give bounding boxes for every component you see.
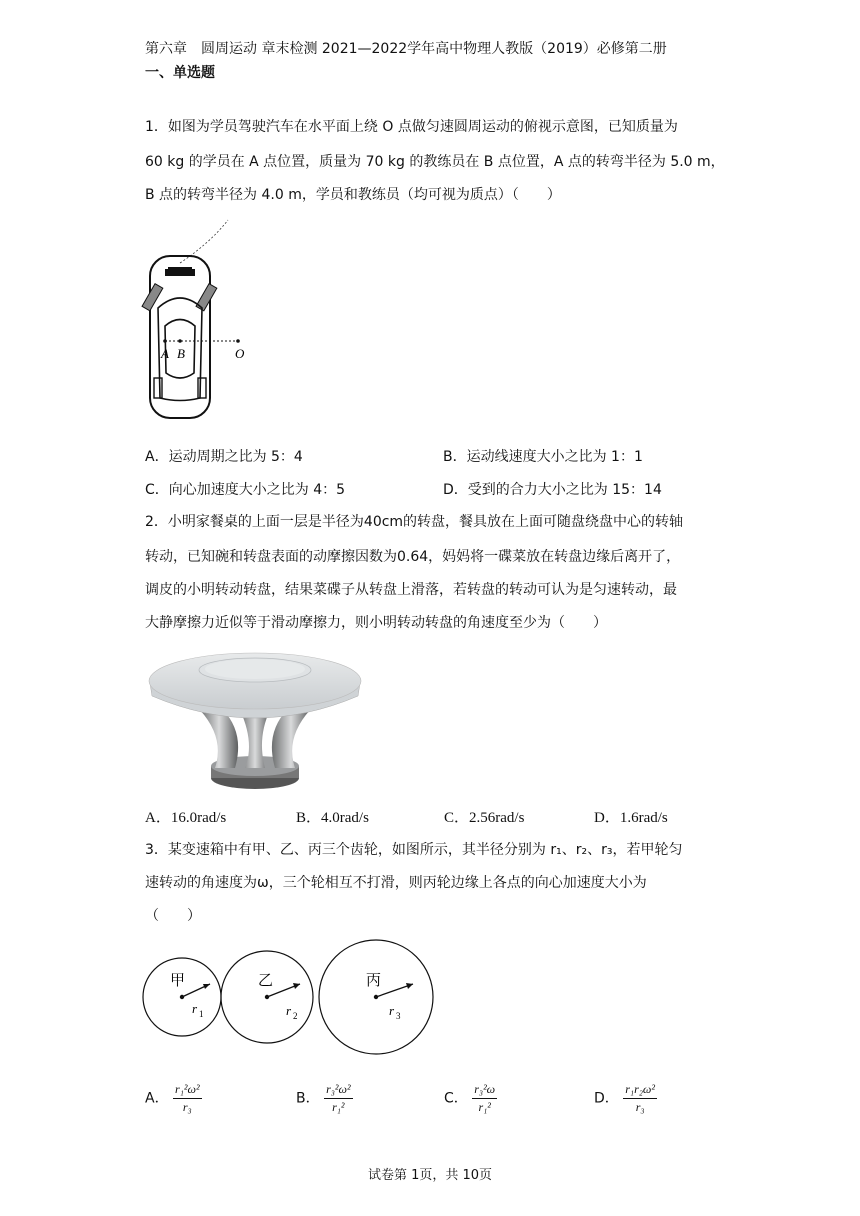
svg-text:r: r xyxy=(192,1001,198,1016)
q1-line-3: B 点的转弯半径为 4.0 m，学员和教练员（均可视为质点）（ ） xyxy=(145,187,561,203)
svg-text:2: 2 xyxy=(293,1011,298,1021)
gear-diagram xyxy=(140,938,440,1068)
svg-text:r: r xyxy=(389,1003,395,1018)
q2-line-3: 调皮的小明转动转盘，结果菜碟子从转盘上滑落，若转盘的转动可认为是匀速转动，最 xyxy=(145,582,677,598)
q3-line-1: 3．某变速箱中有甲、乙、丙三个齿轮，如图所示，其半径分别为 r₁、r₂、r₃，若甲轮匀 xyxy=(145,842,683,858)
q1-option-b[interactable]: B．运动线速度大小之比为 1：1 xyxy=(443,449,643,465)
q1-line-2: 60 kg 的学员在 A 点位置，质量为 70 kg 的教练员在 B 点位置，A 点的转弯半径为 5.0 m， xyxy=(145,154,725,170)
label-o: O xyxy=(235,346,245,361)
q2-line-1: 2．小明家餐桌的上面一层是半径为40cm的转盘，餐具放在上面可随盘绕盘中心的转轴 xyxy=(145,514,684,530)
section-heading: 一、单选题 xyxy=(145,65,215,81)
svg-text:1: 1 xyxy=(199,1009,204,1019)
q2-line-2: 转动，已知碗和转盘表面的动摩擦因数为0.64，妈妈将一碟菜放在转盘边缘后离开了， xyxy=(145,549,681,565)
steering-bar xyxy=(165,269,195,276)
q3-option-d[interactable]: D． $\frac{\text{r₁r₂ω²}}{\text{r₃}}$ xyxy=(594,1082,655,1114)
q2-option-a[interactable]: A．16.0rad/s xyxy=(145,810,227,826)
label-b: B xyxy=(177,346,185,361)
q1-option-c[interactable]: C．向心加速度大小之比为 4：5 xyxy=(145,482,346,498)
q2-line-4: 大静摩擦力近似等于滑动摩擦力，则小明转动转盘的角速度至少为（ ） xyxy=(145,615,607,631)
q2-option-c[interactable]: C．2.56rad/s xyxy=(444,810,525,826)
point-a xyxy=(163,339,167,343)
q1-line-1: 1．如图为学员驾驶汽车在水平面上绕 O 点做匀速圆周运动的俯视示意图，已知质量为 xyxy=(145,119,678,135)
rear-right-wheel xyxy=(198,378,206,398)
svg-text:r: r xyxy=(286,1003,292,1018)
q3-option-a[interactable]: A． $\frac{\text{r₁²ω²}}{\text{r₃}}$ xyxy=(145,1082,200,1114)
q2-option-b[interactable]: B．4.0rad/s xyxy=(296,810,369,826)
front-right-wheel xyxy=(196,284,217,311)
document-title: 第六章 圆周运动 章末检测 2021—2022学年高中物理人教版（2019）必修第二册 xyxy=(145,41,667,57)
q3-option-c[interactable]: C． $\frac{\text{r₃²ω}}{\text{r₁²}}$ xyxy=(444,1082,496,1114)
label-bing: 丙 xyxy=(366,973,382,989)
q3-line-2: 速转动的角速度为ω，三个轮相互不打滑，则丙轮边缘上各点的向心加速度大小为 xyxy=(145,875,647,891)
q3-line-3: （ ） xyxy=(145,908,201,924)
label-a: A xyxy=(161,346,169,361)
rotating-table-photo xyxy=(145,648,365,796)
label-jia: 甲 xyxy=(170,973,186,989)
label-yi: 乙 xyxy=(258,973,274,989)
point-o xyxy=(236,339,240,343)
point-b xyxy=(178,339,182,343)
q2-option-d[interactable]: D．1.6rad/s xyxy=(594,810,668,826)
q1-option-d[interactable]: D．受到的合力大小之比为 15：14 xyxy=(443,482,662,498)
q1-option-a[interactable]: A．运动周期之比为 5：4 xyxy=(145,449,303,465)
rear-left-wheel xyxy=(154,378,162,398)
svg-text:3: 3 xyxy=(396,1011,401,1021)
car-diagram xyxy=(140,218,260,423)
q3-option-b[interactable]: B． $\frac{\text{r₃²ω²}}{\text{r₁²}}$ xyxy=(296,1082,351,1114)
page-footer: 试卷第 1页，共 10页 xyxy=(367,1168,493,1183)
